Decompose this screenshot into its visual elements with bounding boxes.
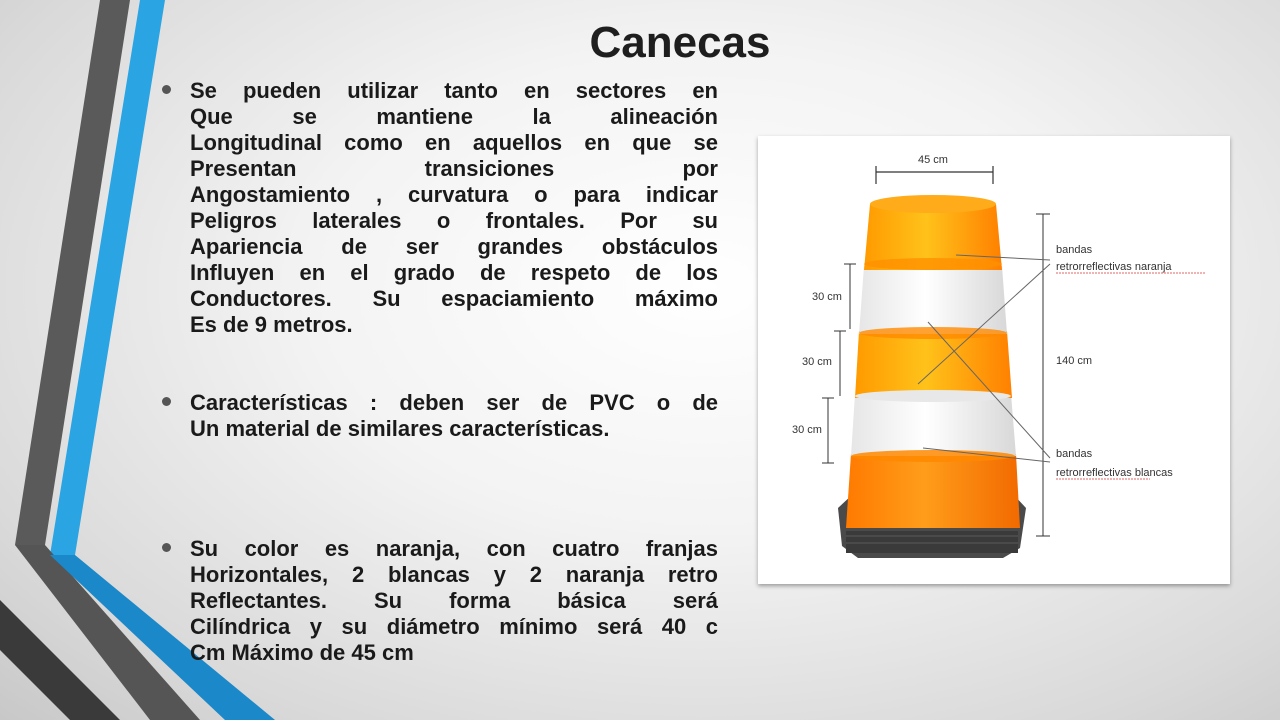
orange-band-label: bandas <box>1056 244 1093 256</box>
band-dimension-label: 30 cm <box>812 291 842 303</box>
bullet-line: Presentan transiciones por <box>190 156 718 181</box>
bullet-line: Características : deben ser de PVC o de <box>190 390 718 415</box>
bullet-line: Que se mantiene la alineación <box>190 104 718 129</box>
top-dimension-label: 45 cm <box>918 154 948 166</box>
middle-orange-band <box>855 331 1012 398</box>
orange-band-label: retrorreflectivas naranja <box>1056 261 1172 273</box>
bullet-line: Angostamiento , curvatura o para indicar <box>190 182 718 207</box>
bullet-item-usage <box>160 78 718 338</box>
bullet-line: Conductores. Su espaciamiento máximo <box>190 286 718 311</box>
bullet-line: Cilíndrica y su diámetro mínimo será 40 c <box>190 614 718 639</box>
bullet-line: Influyen en el grado de respeto de los <box>190 260 718 285</box>
band-dimension-label: 30 cm <box>792 424 822 436</box>
bullet-dot-icon <box>162 543 171 552</box>
bullet-item-characteristics <box>160 390 718 442</box>
barrel-diagram <box>758 136 1230 584</box>
bullet-line: Apariencia de ser grandes obstáculos <box>190 234 718 259</box>
bullet-item-color <box>160 536 718 666</box>
band-dimension-label: 30 cm <box>802 356 832 368</box>
bullet-line: Cm Máximo de 45 cm <box>190 640 414 665</box>
bullet-line: Su color es naranja, con cuatro franjas <box>190 536 718 561</box>
bullet-line: Un material de similares características. <box>190 416 610 441</box>
bottom-orange-band <box>846 454 1020 528</box>
bullet-line: Peligros laterales o frontales. Por su <box>190 208 718 233</box>
bullet-line: Longitudinal como en aquellos en que se <box>190 130 718 155</box>
bullet-line: Es de 9 metros. <box>190 312 353 337</box>
lower-white-band <box>851 394 1016 456</box>
bullet-line: Reflectantes. Su forma básica será <box>190 588 718 613</box>
height-dimension-label: 140 cm <box>1056 355 1093 367</box>
white-band-label: bandas <box>1056 448 1093 460</box>
bullet-line: Horizontales, 2 blancas y 2 naranja retro <box>190 562 718 587</box>
bullet-dot-icon <box>162 397 171 406</box>
slide-title: Canecas <box>589 18 771 67</box>
white-band-label: retrorreflectivas blancas <box>1056 467 1173 479</box>
barrel-drawing <box>758 136 1230 584</box>
bullet-line: Se pueden utilizar tanto en sectores en <box>190 78 718 103</box>
bullet-dot-icon <box>162 85 171 94</box>
barrel-lid <box>870 195 996 213</box>
